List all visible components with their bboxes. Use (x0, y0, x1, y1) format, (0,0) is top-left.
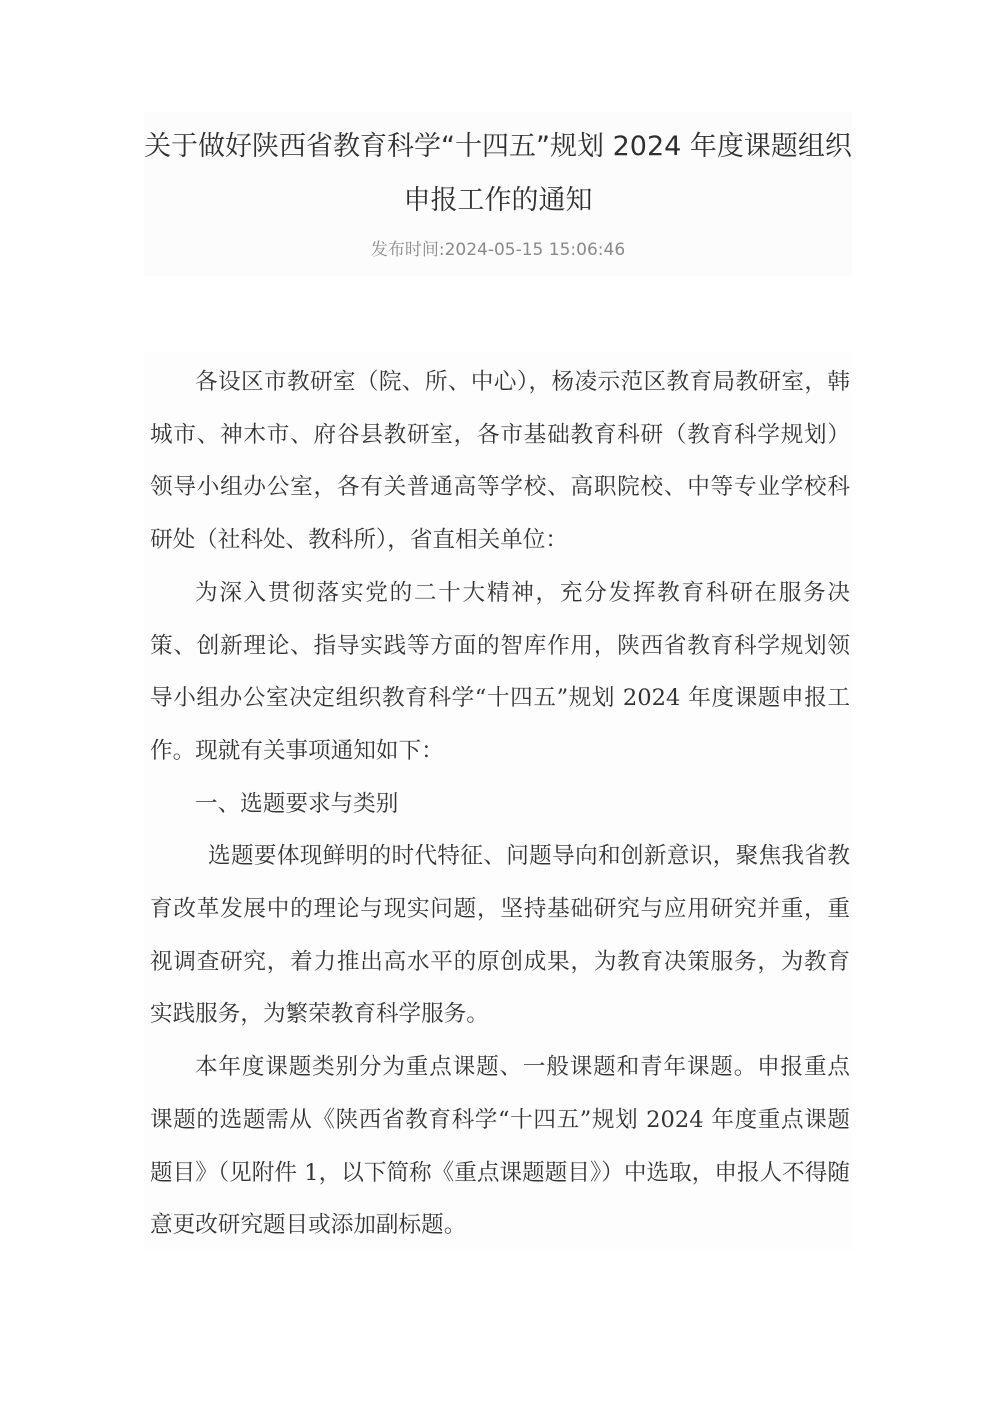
publish-time-value: 2024-05-15 15:06:46 (444, 240, 626, 260)
paragraph-addressees: 各设区市教研室（院、所、中心），杨凌示范区教育局教研室，韩城市、神木市、府谷县教研室，各市基础教育科研（教育科学规划）领导小组办公室，各有关普通高等学校、高职院校、中等专业学校科研处（社科处、教科所），省直相关单位： (150, 369, 850, 554)
publish-meta (144, 236, 852, 264)
section-heading-topic-requirements: 一、选题要求与类别 (195, 790, 399, 817)
paragraph-topic-categories: 本年度课题类别分为重点课题、一般课题和青年课题。申报重点课题的选题需从《陕西省教育科学“十四五”规划 2024 年度重点课题题目》（见附件 1，以下简称《重点课题题目》）中选取，申报人不得随意更改研究题目或添加副标题。 (150, 1054, 850, 1239)
paragraph-topic-requirements: 选题要体现鲜明的时代特征、问题导向和创新意识，聚焦我省教育改革发展中的理论与现实问题，坚持基础研究与应用研究并重，重视调查研究，着力推出高水平的原创成果，为教育决策服务，为教育实践服务，为繁荣教育科学服务。 (150, 843, 850, 1028)
article-body (150, 356, 850, 1252)
paragraph-purpose: 为深入贯彻落实党的二十大精神，充分发挥教育科研在服务决策、创新理论、指导实践等方面的智库作用，陕西省教育科学规划领导小组办公室决定组织教育科学“十四五”规划 2024 年度课题申报工作。现就有关事项通知如下： (150, 579, 850, 764)
publish-time-label: 发布时间: (370, 240, 445, 260)
article-title: 关于做好陕西省教育科学“十四五”规划 2024 年度课题组织申报工作的通知 (144, 131, 852, 216)
